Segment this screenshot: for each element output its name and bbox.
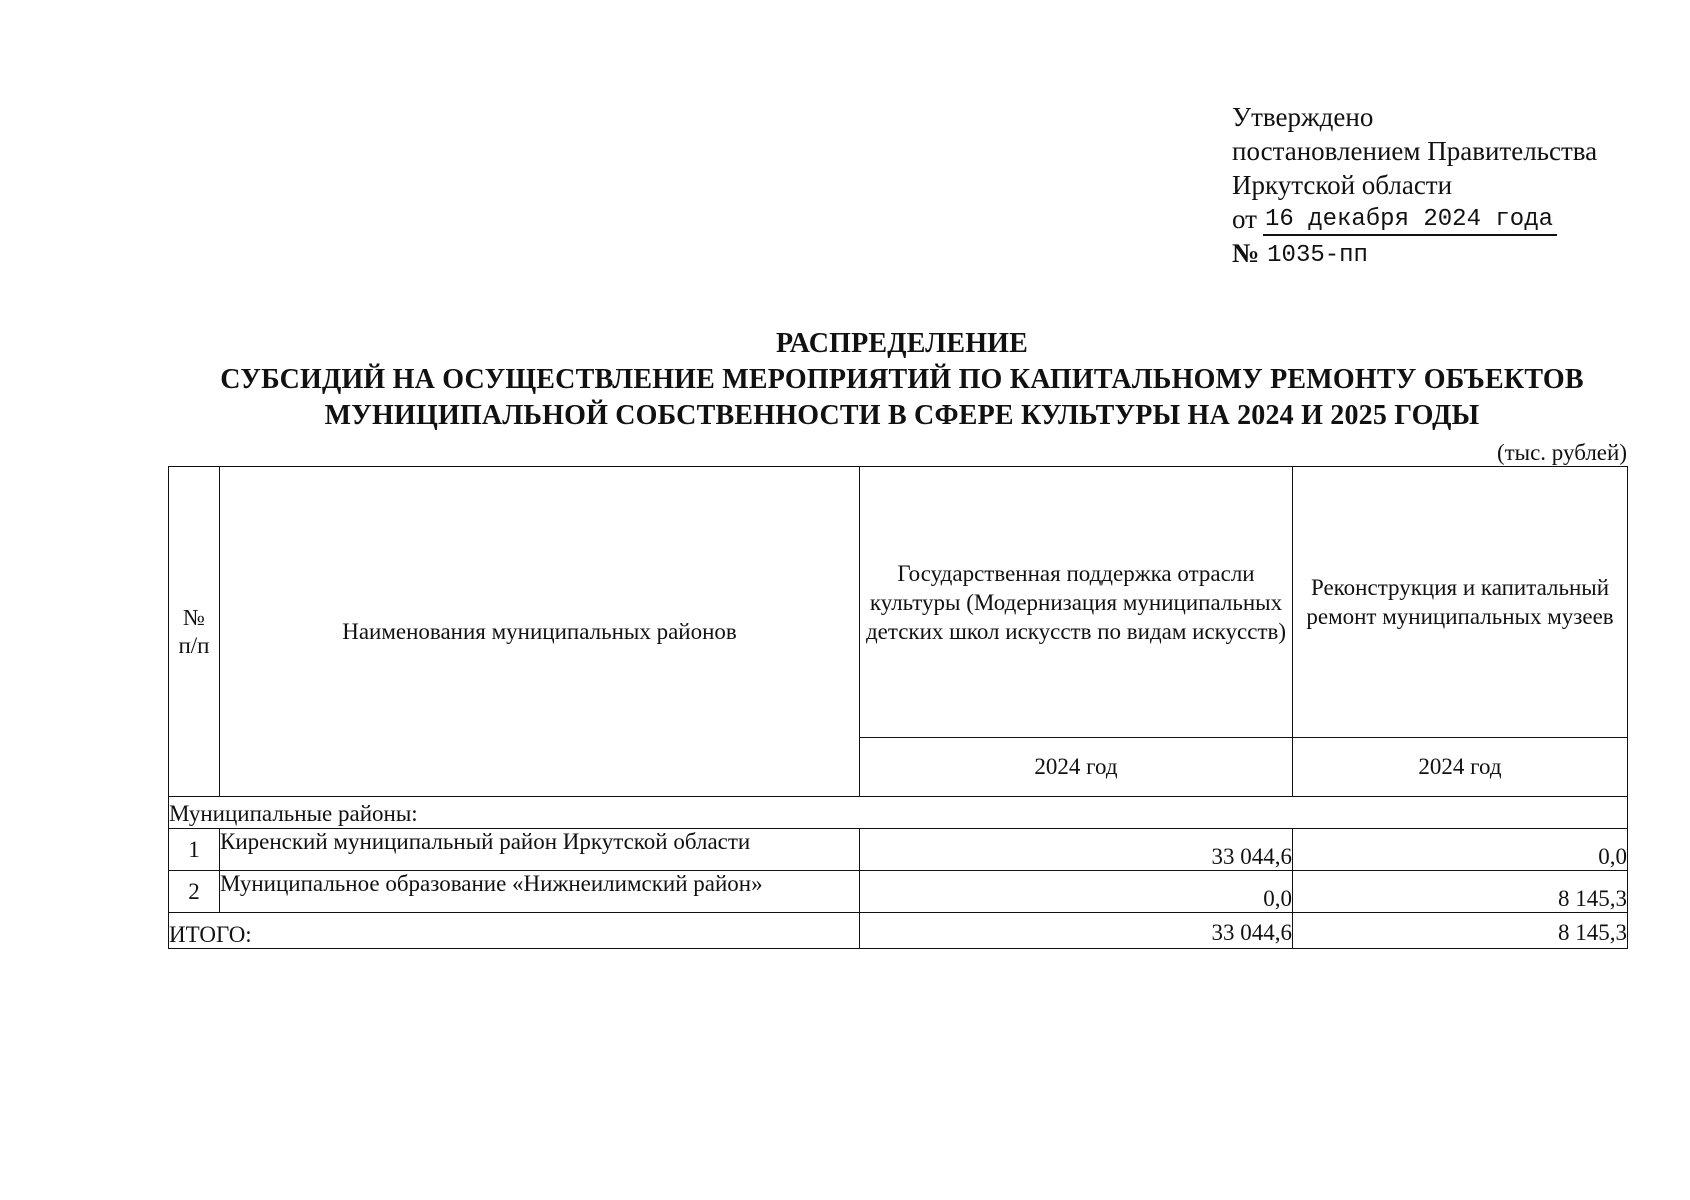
approval-line-region: Иркутской области xyxy=(1232,170,1453,200)
row-culture-support-value: 33 044,6 xyxy=(860,829,1293,871)
row-number: 1 xyxy=(169,829,220,871)
subsidy-table xyxy=(168,466,1628,949)
row-number: 2 xyxy=(169,871,220,913)
document-title-line-2: СУБСИДИЙ НА ОСУЩЕСТВЛЕНИЕ МЕРОПРИЯТИЙ ПО КАПИТАЛЬНОМУ РЕМОНТУ ОБЪЕКТОВ xyxy=(220,364,1584,395)
document-title xyxy=(170,326,1634,434)
approval-line-approved: Утверждено xyxy=(1232,102,1374,132)
header-year-culture-support: 2024 год xyxy=(860,738,1293,797)
header-number-abbrev: п/п xyxy=(178,632,210,658)
table-header-row xyxy=(169,467,1628,738)
header-year-museum-repair: 2024 год xyxy=(1293,738,1628,797)
header-number-symbol: № xyxy=(183,604,205,630)
header-district-name: Наименования муниципальных районов xyxy=(220,467,860,797)
section-label: Муниципальные районы: xyxy=(169,797,1628,829)
document-title-line-3: МУНИЦИПАЛЬНОЙ СОБСТВЕННОСТИ В СФЕРЕ КУЛЬТУРЫ НА 2024 И 2025 ГОДЫ xyxy=(324,400,1480,431)
approval-date-value: 16 декабря 2024 года xyxy=(1263,206,1557,236)
approval-line-resolution: постановлением Правительства xyxy=(1232,136,1598,166)
row-museum-repair-value: 8 145,3 xyxy=(1293,871,1628,913)
row-district-name: Киренский муниципальный район Иркутской области xyxy=(220,829,860,871)
table-row xyxy=(169,829,1628,871)
document-title-line-1: РАСПРЕДЕЛЕНИЕ xyxy=(775,328,1029,359)
header-culture-support: Государственная поддержка отрасли культуры (Модернизация муниципальных детских школ искусств по видам искусств) xyxy=(860,467,1293,738)
total-label: ИТОГО: xyxy=(169,913,860,949)
total-culture-support-value: 33 044,6 xyxy=(860,913,1293,949)
approval-number-line xyxy=(1232,236,1652,270)
header-number xyxy=(169,467,220,797)
section-row xyxy=(169,797,1628,829)
approval-date-prefix: от xyxy=(1232,204,1257,234)
row-culture-support-value: 0,0 xyxy=(860,871,1293,913)
header-museum-repair: Реконструкция и капитальный ремонт муниципальных музеев xyxy=(1293,467,1628,738)
approval-number-value: 1035-пп xyxy=(1267,242,1368,269)
approval-number-prefix: № xyxy=(1232,238,1260,268)
row-district-name: Муниципальное образование «Нижнеилимский район» xyxy=(220,871,860,913)
table-row xyxy=(169,871,1628,913)
units-note: (тыс. рублей) xyxy=(1496,440,1627,465)
approval-date-line xyxy=(1232,202,1652,236)
total-row xyxy=(169,913,1628,949)
row-museum-repair-value: 0,0 xyxy=(1293,829,1628,871)
approval-stamp xyxy=(1232,100,1652,270)
total-museum-repair-value: 8 145,3 xyxy=(1293,913,1628,949)
